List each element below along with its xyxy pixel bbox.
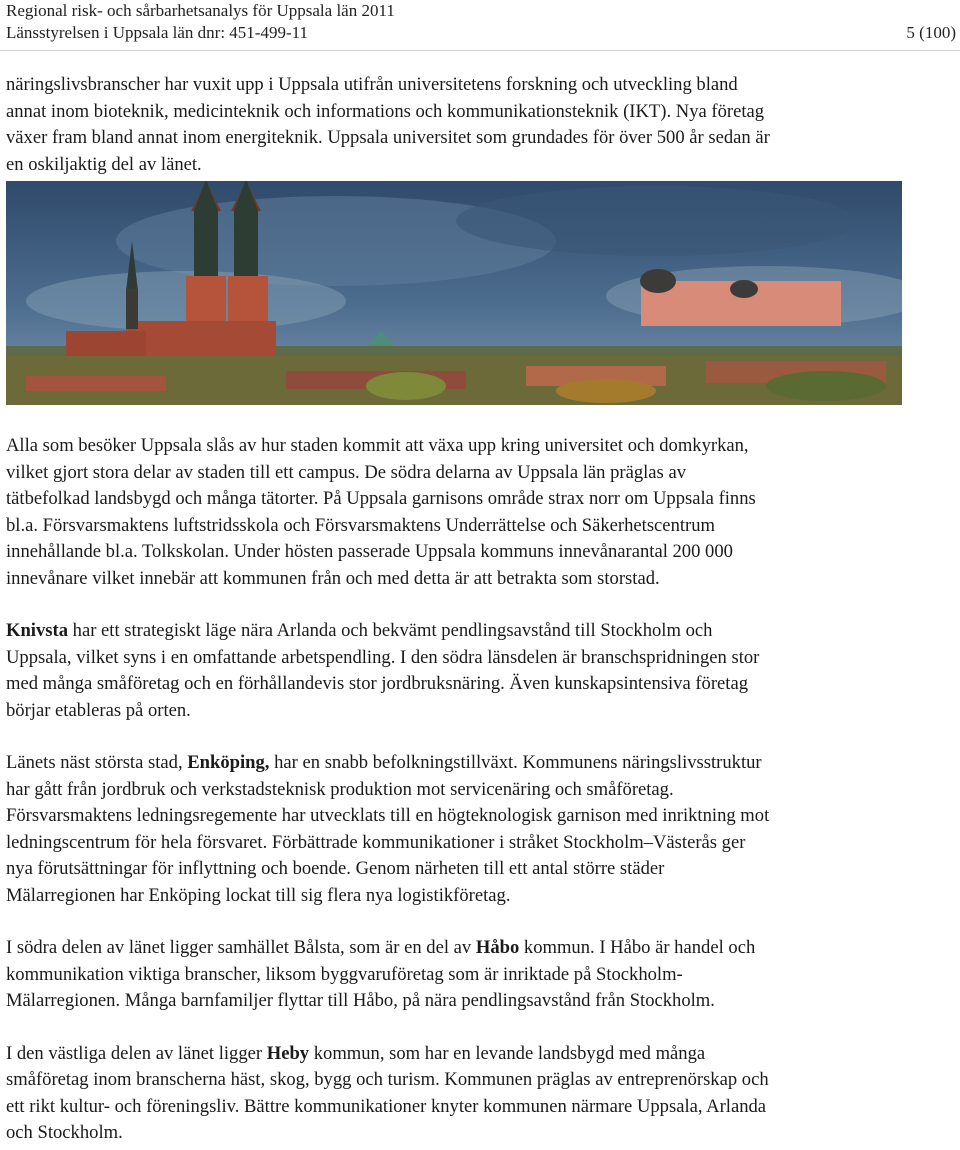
text-line: Alla som besöker Uppsala slås av hur staden kommit att växa upp kring universitet och domkyrkan,: [6, 435, 749, 456]
text-line: och Stockholm.: [6, 1122, 123, 1143]
text-line: innehållande bl.a. Tolkskolan. Under hösten passerade Uppsala kommuns innevånarantal 200 000: [6, 541, 733, 562]
text-line: Knivsta har ett strategiskt läge nära Arlanda och bekvämt pendlingsavstånd till Stockholm och: [6, 620, 713, 641]
bold-term-knivsta: Knivsta: [6, 620, 68, 641]
page-number: 5 (100): [906, 23, 956, 42]
intro-paragraph: [6, 72, 960, 178]
text-line: Mälarregionen. Många barnfamiljer flyttar till Håbo, på nära pendlingsavstånd från Stockholm.: [6, 990, 715, 1011]
text-line: innevånare vilket innebär att kommunen från och med detta är att betrakta som storstad.: [6, 567, 660, 589]
uppsala-cathedral-castle-photo: [6, 181, 902, 405]
text-line: med många småföretag och en förhållandevis stor jordbruksnäring. Även kunskapsintensiva företag: [6, 673, 748, 694]
text-line: bl.a. Försvarsmaktens luftstridsskola och Försvarsmaktens Underrättelse och Säkerhetscentrum: [6, 514, 715, 536]
text-line: Mälarregionen har Enköping lockat till sig flera nya logistikföretag.: [6, 884, 511, 906]
bold-term-enkoping: Enköping,: [187, 752, 270, 773]
text-line: kommunikation viktiga branscher, liksom byggvaruföretag som är inriktade på Stockholm-: [6, 963, 683, 985]
text-line: näringslivsbranscher har vuxit upp i Uppsala utifrån universitetens forskning och utveckling bland: [6, 74, 738, 95]
text-line: har gått från jordbruk och verkstadsteknisk produktion mot servicenäring och småföretag.: [6, 778, 674, 800]
text-line: småföretag inom branscherna häst, skog, bygg och turism. Kommunen präglas av entreprenörskap och: [6, 1069, 769, 1090]
page-header: [6, 0, 956, 44]
bold-term-habo: Håbo: [475, 937, 520, 958]
text-line: växer fram bland annat inom energiteknik. Uppsala universitet som grundades för över 500 år sedan är: [6, 127, 770, 148]
text-line: Uppsala, vilket syns i en omfattande arbetspendling. I den södra länsdelen är branschspridningen stor: [6, 646, 760, 668]
bold-term-heby: Heby: [266, 1042, 310, 1064]
text-line: en oskiljaktig del av länet.: [6, 153, 202, 175]
text-line: I den västliga delen av länet ligger Heby kommun, som har en levande landsbygd med många: [6, 1042, 706, 1064]
header-divider: [0, 50, 960, 51]
paragraph-uppsala: [6, 433, 960, 1147]
text-line: annat inom bioteknik, medicinteknik och informations och kommunikationsteknik (IKT). Nya företag: [6, 100, 765, 122]
document-title: Regional risk- och sårbarhetsanalys för Uppsala län 2011: [6, 1, 395, 20]
text-line: börjar etableras på orten.: [6, 699, 191, 721]
text-line: nya förutsättningar för inflyttning och boende. Genom närheten till ett antal större städer: [6, 858, 665, 879]
text-line: Länets näst största stad, Enköping, har en snabb befolkningstillväxt. Kommunens näringslivsstruktur: [6, 752, 762, 773]
text-line: I södra delen av länet ligger samhället Bålsta, som är en del av Håbo kommun. I Håbo är handel och: [6, 937, 756, 958]
text-line: ett rikt kultur- och föreningsliv. Bättre kommunikationer knyter kommunen närmare Uppsala, Arlanda: [6, 1095, 767, 1117]
text-line: tätbefolkad landsbygd och många tätorter. På Uppsala garnisons område strax norr om Uppsala finns: [6, 488, 756, 509]
text-line: Försvarsmaktens ledningsregemente har utvecklats till en högteknologisk garnison med inriktning mot: [6, 805, 770, 826]
document-reference: Länsstyrelsen i Uppsala län dnr: 451-499-11: [6, 23, 308, 42]
text-line: vilket gjort stora delar av staden till ett campus. De södra delarna av Uppsala län präglas av: [6, 461, 686, 483]
text-line: ledningscentrum för hela försvaret. Förbättrade kommunikationer i stråket Stockholm–Västerås ger: [6, 831, 746, 853]
